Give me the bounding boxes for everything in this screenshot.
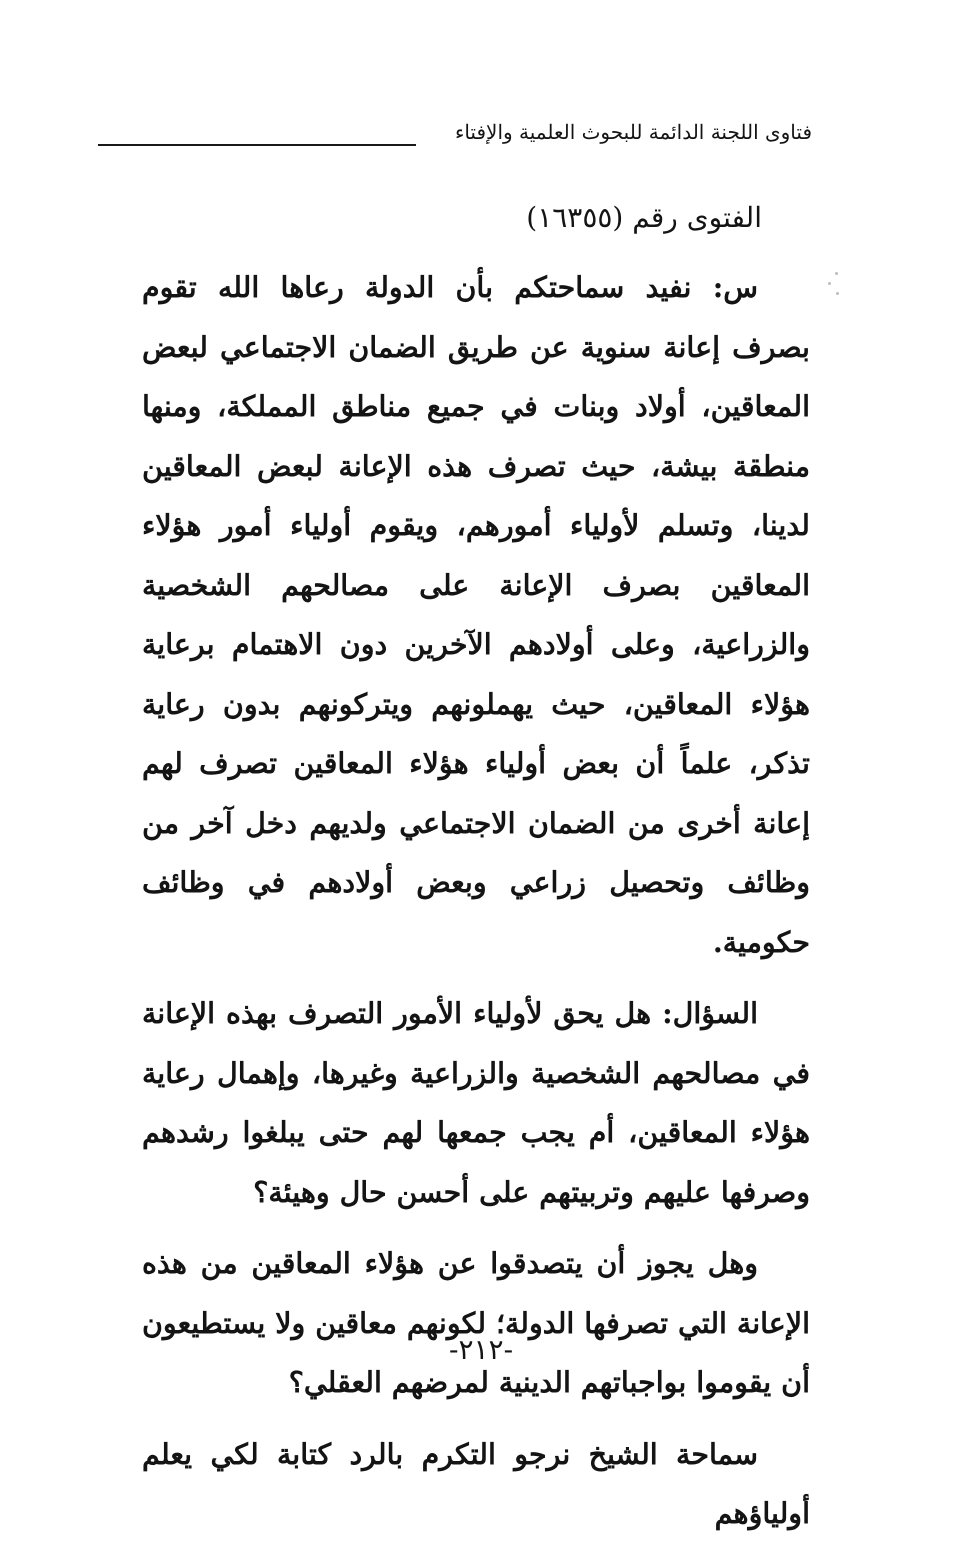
fatwa-number-heading: الفتوى رقم (١٦٣٥٥) [526,201,762,234]
request-paragraph: سماحة الشيخ نرجو التكرم بالرد كتابة لكي يعلم أولياؤهم [142,1436,810,1530]
running-header: فتاوى اللجنة الدائمة للبحوث العلمية والإفتاء [454,120,812,144]
header-rule [98,144,416,146]
question-inquiry-paragraph: السؤال: هل يحق لأولياء الأمور التصرف بهذه الإعانة في مصالحهم الشخصية والزراعية وغيرها، وإهمال رعاية هؤلاء المعاقين، أم يجب جمعها لهم حتى يبلغوا رشدهم وصرفها عليهم وتربيتهم على أحسن حال وهيئة؟ [142,996,810,1209]
page-number: -٢١٢- [448,1333,514,1366]
question-paragraph: س: نفيد سماحتكم بأن الدولة رعاها الله تقوم بصرف إعانة سنوية عن طريق الضمان الاجتماعي لبعض المعاقين، أولاد وبنات في جميع مناطق المملكة، ومنها منطقة بيشة، حيث تصرف هذه الإعانة لبعض المعاقين لدينا، وتسلم لأولياء أمورهم، ويقوم أولياء أمور هؤلاء المعاقين بصرف الإعانة على مصالحهم الشخصية والزراعية، وعلى أولادهم الآخرين دون الاهتمام برعاية هؤلاء المعاقين، حيث يهملونهم ويتركونهم بدون رعاية تذكر، علماً أن بعض أولياء هؤلاء المعاقين تصرف لهم إعانة أخرى من الضمان الاجتماعي ولديهم دخل آخر من وظائف وتحصيل زراعي وبعض أولادهم في وظائف حكومية. [142,270,810,959]
margin-speck-mark [824,270,840,300]
charity-question-paragraph: وهل يجوز أن يتصدقوا عن هؤلاء المعاقين من هذه الإعانة التي تصرفها الدولة؛ لكونهم معاقين ولا يستطيعون أن يقوموا بواجباتهم الدينية لمرضهم العقلي؟ [142,1246,810,1399]
